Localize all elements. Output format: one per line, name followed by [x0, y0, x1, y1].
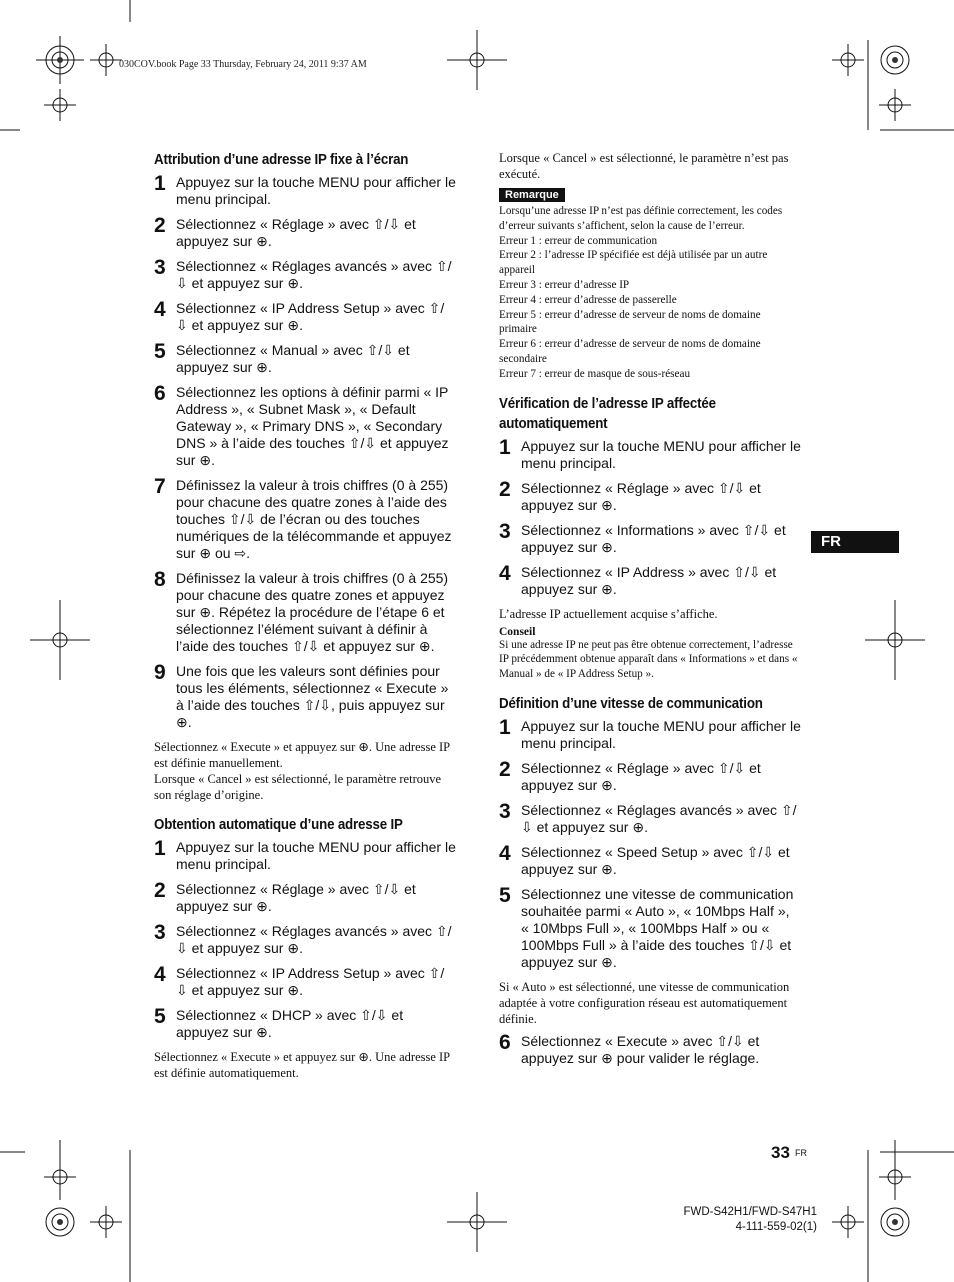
step-text: Sélectionnez « Réglage » avec ⇧/⇩ et appuyez sur ⊕. — [521, 759, 761, 793]
step-text: Sélectionnez une vitesse de communication souhaitée parmi « Auto », « 10Mbps Half », « 10Mbps Full », « 100Mbps Half » ou « 100Mbps Full » à l’aide des touches ⇧/⇩ et appuyez sur ⊕. — [521, 885, 794, 970]
step-number: 1 — [154, 172, 166, 195]
step-number: 5 — [154, 1005, 166, 1028]
step-text: Sélectionnez « Réglage » avec ⇧/⇩ et appuyez sur ⊕. — [176, 881, 416, 914]
remarque-line: Erreur 5 : erreur d’adresse de serveur de noms de domaine primaire — [499, 308, 761, 336]
remarque-line: Erreur 3 : erreur d’adresse IP — [499, 278, 630, 291]
step-text: Sélectionnez « Réglages avancés » avec ⇧/⇩ et appuyez sur ⊕. — [521, 801, 797, 835]
step-number: 1 — [499, 435, 511, 459]
step-text: Définissez la valeur à trois chiffres (0 à 255) pour chacune des quatre zones à l’aide des touches ⇧/⇩ de l’écran ou des touches numériques de la télécommande et appuyez sur ⊕ ou ⇨. — [176, 477, 452, 561]
step-number: 4 — [154, 298, 166, 321]
step-text: Appuyez sur la touche MENU pour afficher le menu principal. — [176, 839, 456, 872]
language-tab-fr: FR — [811, 531, 899, 553]
step-text: Appuyez sur la touche MENU pour afficher le menu principal. — [521, 717, 801, 751]
step-text: Sélectionnez « Réglage » avec ⇧/⇩ et appuyez sur ⊕. — [176, 216, 416, 249]
remarque-label: Remarque — [499, 188, 565, 202]
step-number: 1 — [154, 837, 166, 860]
step-number: 5 — [154, 340, 166, 363]
section-title-speed: Définition d’une vitesse de communication — [499, 695, 763, 712]
page-number-suffix: FR — [795, 1148, 807, 1158]
step-number: 3 — [154, 921, 166, 944]
step-text: Sélectionnez « IP Address Setup » avec ⇧/⇩ et appuyez sur ⊕. — [176, 300, 445, 333]
step-number: 2 — [154, 879, 166, 902]
step-number: 3 — [154, 256, 166, 279]
conseil-text: Si une adresse IP ne peut pas être obtenue correctement, l’adresse IP précédemment obtenue apparaît dans « Informations » et dans « Manual » de « IP Address Setup ». — [499, 638, 798, 681]
note-ip-displayed: L’adresse IP actuellement acquise s’affiche. — [499, 606, 718, 621]
book-header-line: 030COV.book Page 33 Thursday, February 24, 2011 9:37 AM — [119, 59, 367, 70]
remarque-line: Erreur 6 : erreur d’adresse de serveur de noms de domaine secondaire — [499, 338, 761, 365]
remarque-line: Erreur 2 : l’adresse IP spécifiée est déjà utilisée par un autre appareil — [499, 249, 768, 277]
step-text: Sélectionnez « Informations » avec ⇧/⇩ et appuyez sur ⊕. — [521, 521, 786, 555]
step-text: Appuyez sur la touche MENU pour afficher le menu principal. — [176, 174, 456, 207]
step-text: Sélectionnez « Manual » avec ⇧/⇩ et appuyez sur ⊕. — [176, 342, 410, 375]
note-execute-manual: Sélectionnez « Execute » et appuyez sur ⊕. Une adresse IP est définie manuellement. — [154, 740, 450, 770]
step-text: Sélectionnez les options à définir parmi « IP Address », « Subnet Mask », « Default Gateway », « Primary DNS », « Secondary DNS » à l’aide des touches ⇧/⇩ et appuyez sur ⊕. — [176, 384, 449, 468]
remarque-line: Erreur 7 : erreur de masque de sous-réseau — [499, 367, 691, 380]
step-number: 3 — [499, 519, 511, 543]
step-number: 2 — [499, 477, 511, 501]
step-text: Sélectionnez « Réglages avancés » avec ⇧/⇩ et appuyez sur ⊕. — [176, 258, 452, 291]
step-number: 6 — [154, 382, 166, 405]
step-text: Sélectionnez « Execute » avec ⇧/⇩ et appuyez sur ⊕ pour valider le réglage. — [521, 1032, 760, 1066]
part-number: 4-111-559-02(1) — [735, 1221, 817, 1233]
step-number: 3 — [499, 799, 511, 823]
step-text: Sélectionnez « Réglages avancés » avec ⇧/⇩ et appuyez sur ⊕. — [176, 923, 452, 956]
step-number: 9 — [154, 661, 166, 684]
section-title-auto-ip: Obtention automatique d’une adresse IP — [154, 817, 403, 833]
model-names: FWD-S42H1/FWD-S47H1 — [683, 1206, 817, 1218]
step-number: 4 — [499, 841, 511, 865]
step-number: 8 — [154, 568, 166, 591]
step-number: 1 — [499, 715, 511, 739]
remarque-line: Erreur 1 : erreur de communication — [499, 234, 658, 247]
step-text: Sélectionnez « Speed Setup » avec ⇧/⇩ et appuyez sur ⊕. — [521, 843, 790, 877]
step-number: 4 — [499, 561, 511, 585]
note-cancel-not-executed: Lorsque « Cancel » est sélectionné, le paramètre n’est pas exécuté. — [499, 151, 789, 181]
step-text: Définissez la valeur à trois chiffres (0 à 255) pour chacune des quatre zones et appuyez sur ⊕. Répétez la procédure de l’étape 6 et sélectionnez l’élément suivant à définir à l’aide des touches ⇧/⇩ et appuyez sur ⊕. — [176, 570, 449, 654]
step-text: Sélectionnez « IP Address » avec ⇧/⇩ et appuyez sur ⊕. — [521, 563, 777, 597]
step-number: 2 — [154, 214, 166, 237]
step-text: Une fois que les valeurs sont définies pour tous les éléments, sélectionnez « Execute » à l’aide des touches ⇧/⇩, puis appuyez sur ⊕. — [176, 663, 449, 730]
remarque-line: Lorsqu’une adresse IP n’est pas définie correctement, les codes d’erreur suivants s’affichent, selon la cause de l’erreur. — [499, 205, 783, 232]
step-number: 5 — [499, 883, 511, 907]
step-number: 7 — [154, 475, 166, 498]
step-number: 4 — [154, 963, 166, 986]
step-number: 6 — [499, 1030, 511, 1054]
note-auto-speed: Si « Auto » est sélectionné, une vitesse de communication adaptée à votre configuration réseau est automatiquement définie. — [499, 979, 790, 1026]
page-number: 33 — [771, 1143, 790, 1162]
remarque-line: Erreur 4 : erreur d’adresse de passerelle — [499, 293, 677, 306]
note-cancel-manual: Lorsque « Cancel » est sélectionné, le paramètre retrouve son réglage d’origine. — [154, 772, 442, 802]
conseil-label: Conseil — [499, 625, 536, 638]
section-title-verify-ip: Vérification de l’adresse IP affectée automatiquement — [499, 395, 716, 432]
step-text: Sélectionnez « IP Address Setup » avec ⇧/⇩ et appuyez sur ⊕. — [176, 965, 445, 998]
section-title-fixed-ip: Attribution d’une adresse IP fixe à l’écran — [154, 152, 409, 168]
step-text: Sélectionnez « DHCP » avec ⇧/⇩ et appuyez sur ⊕. — [176, 1007, 404, 1040]
step-number: 2 — [499, 757, 511, 781]
step-text: Sélectionnez « Réglage » avec ⇧/⇩ et appuyez sur ⊕. — [521, 479, 761, 513]
step-text: Appuyez sur la touche MENU pour afficher le menu principal. — [521, 437, 801, 471]
note-execute-auto: Sélectionnez « Execute » et appuyez sur ⊕. Une adresse IP est définie automatiquement. — [154, 1050, 450, 1080]
